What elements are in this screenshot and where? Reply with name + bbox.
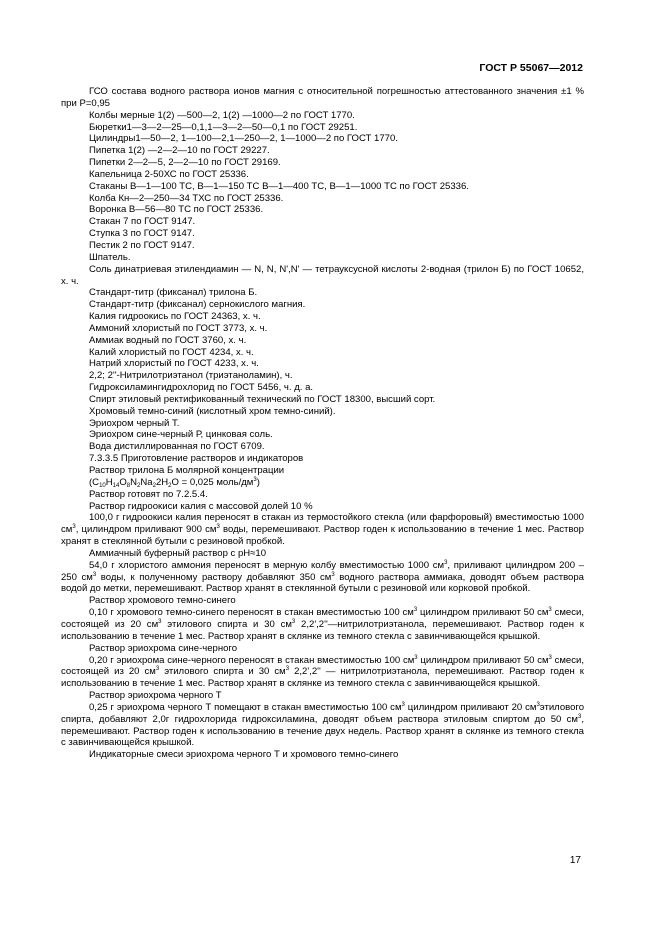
text-line: Стандарт-титр (фиксанал) сернокислого магния.	[89, 299, 306, 311]
text-line: Эриохром сине-черный Р, цинковая соль.	[89, 429, 273, 441]
standard-number: ГОСТ Р 55067—2012	[479, 62, 583, 74]
text-line: Калий хлористый по ГОСТ 4234, х. ч.	[89, 346, 254, 358]
text-line: Аммоний хлористый по ГОСТ 3773, х. ч.	[89, 322, 268, 334]
text-line: Капельница 2-50ХС по ГОСТ 25336.	[89, 168, 249, 180]
text-line: Стаканы В—1—100 ТС, В—1—150 ТС В—1—400 ТС, В—1—1000 ТС по ГОСТ 25336.	[89, 180, 469, 192]
text-line: Аммиачный буферный раствор с рН≈10	[89, 547, 267, 559]
text-line: Пипетка 1(2) —2—2—10 по ГОСТ 29227.	[89, 145, 270, 157]
text-line: Индикаторные смеси эриохрома черного Т и хромового темно-синего	[89, 749, 399, 761]
text-line: Пипетки 2—2—5, 2—2—10 по ГОСТ 29169.	[89, 157, 281, 169]
erio-bb-paragraph: 0,20 г эриохрома сине-черного переносят в стакан вместимостью 100 $см^3$ цилиндром приливают 50 $см^3$ смеси, состоящей из 20 $см^3$ этилового спирта и 30 $см^3$ 2,2',2'' — нитрилотриэтанола, перемешивают. Раствор годен к использованию в течение 1 мес. Раствор хранят в склянке из темного стекла с завинчивающейся крышкой.	[61, 654, 585, 690]
text-line: Раствор гидроокиси калия с массовой долей 10 %	[89, 500, 313, 512]
text-line: Ступка 3 по ГОСТ 9147.	[89, 228, 195, 240]
text-line: Стакан 7 по ГОСТ 9147.	[89, 216, 196, 228]
erio-t-paragraph: 0,25 г эриохрома черного Т помещают в стакан вместимостью 100 $см^3$ цилиндром приливают 20 $см^3этилового$ спирта, добавляют 2,0г гидрохлорида гидроксиламина, доводят объем раствора этиловым спиртом до 50 $см^3$, перемешивают. Раствор годен к использованию в течение двух недель. Раствор хранят в склянке из темного стекла с завинчивающейся крышкой.	[61, 701, 585, 749]
chemical-formula: ($C_{10}H_{14}O_8N_2Na_22H_2O = 0,025$ моль/$дм^3$)	[89, 476, 260, 489]
koh-paragraph: 100,0 г гидроокиси калия переносят в стакан из термостойкого стекла (или фарфоровый) вместимостью 1000 $см^3$, цилиндром приливают 900 $см^3$ воды, перемешивают. Раствор годен к использованию в течение 1 мес. Раствор хранят в стеклянной бутыли с резиновой пробкой.	[61, 512, 584, 548]
text-line: Шпатель.	[89, 251, 131, 263]
text-line: Аммиак водный по ГОСТ 3760, х. ч.	[89, 334, 247, 346]
text-line: Воронка В—56—80 ТС по ГОСТ 25336.	[89, 204, 264, 216]
text-line: Гидроксиламингидрохлорид по ГОСТ 5456, ч. д. а.	[89, 382, 314, 394]
text-line: Раствор хромового темно-синего	[89, 595, 236, 607]
text-line: Спирт этиловый ректификованный технический по ГОСТ 18300, высший сорт.	[89, 393, 436, 405]
text-line: ГСО состава водного раствора ионов магния с относительной погрешностью аттестованного значения ±1 % при Р=0,95	[61, 86, 584, 109]
text-line: Соль динатриевая этилендиамин — N, N, N',N' — тетрауксусной кислоты 2-водная (трилон Б) по ГОСТ 10652, х. ч.	[61, 263, 584, 287]
text-line: Стандарт-титр (фиксанал) трилона Б.	[89, 287, 258, 299]
chrome-paragraph: 0,10 г хромового темно-синего переносят в стакан вместимостью 100 $см^3$ цилиндром приливают 50 $см^3$ смеси, состоящей из 20 $см^3$ этилового спирта и 30 $см^3$ 2,2',2''—нитрилотриэтанола, перемешивают. Раствор годен к использованию в течение 1 мес. Раствор хранят в склянке из темного стекла с завинчивающейся крышкой.	[61, 607, 584, 642]
text-line: Хромовый темно-синий (кислотный хром темно-синий).	[89, 405, 336, 417]
page-number: 17	[569, 855, 581, 866]
text-line: Калия гидроокись по ГОСТ 24363, х. ч.	[89, 311, 261, 323]
buffer-paragraph: 54,0 г хлористого аммония переносят в мерную колбу вместимостью 1000 $см^3$, приливают цилиндром 200 – 250 $см^3$ воды, к полученному раствору добавляют 350 $см^3$ водного раствора аммиака, доводят объем раствора водой до метки, перемешивают. Раствор хранят в стеклянной бутыли с резиновой или корковой пробкой.	[61, 559, 584, 595]
text-line: Раствор эриохрома черного Т	[89, 690, 222, 702]
text-line: Пестик 2 по ГОСТ 9147.	[89, 239, 195, 251]
text-line: Эриохром черный Т.	[89, 417, 180, 429]
text-line: Цилиндры1—50—2, 1—100—2,1—250—2, 1—1000—2 по ГОСТ 1770.	[89, 133, 398, 145]
text-line: Раствор эриохрома сине-черного	[89, 642, 237, 654]
section-heading: 7.3.3.5 Приготовление растворов и индикаторов	[89, 453, 304, 465]
text-line: Натрий хлористый по ГОСТ 4233, х. ч.	[89, 358, 259, 370]
text-line: Раствор готовят по 7.2.5.4.	[89, 488, 208, 500]
text-line: Бюретки1—3—2—25—0,1,1—3—2—50—0,1 по ГОСТ 29251.	[89, 121, 358, 133]
document-body	[61, 86, 584, 761]
text-line: Колбы мерные 1(2) —500—2, 1(2) —1000—2 по ГОСТ 1770.	[89, 109, 355, 121]
text-line: 2,2; 2''-Нитрилотриэтанол (триэтаноламин), ч.	[89, 370, 293, 382]
text-line: Колба Кн—2—250—34 ТХС по ГОСТ 25336.	[89, 192, 284, 204]
text-line: Раствор трилона Б молярной концентрации	[89, 465, 285, 476]
text-line: Вода дистиллированная по ГОСТ 6709.	[89, 441, 265, 453]
